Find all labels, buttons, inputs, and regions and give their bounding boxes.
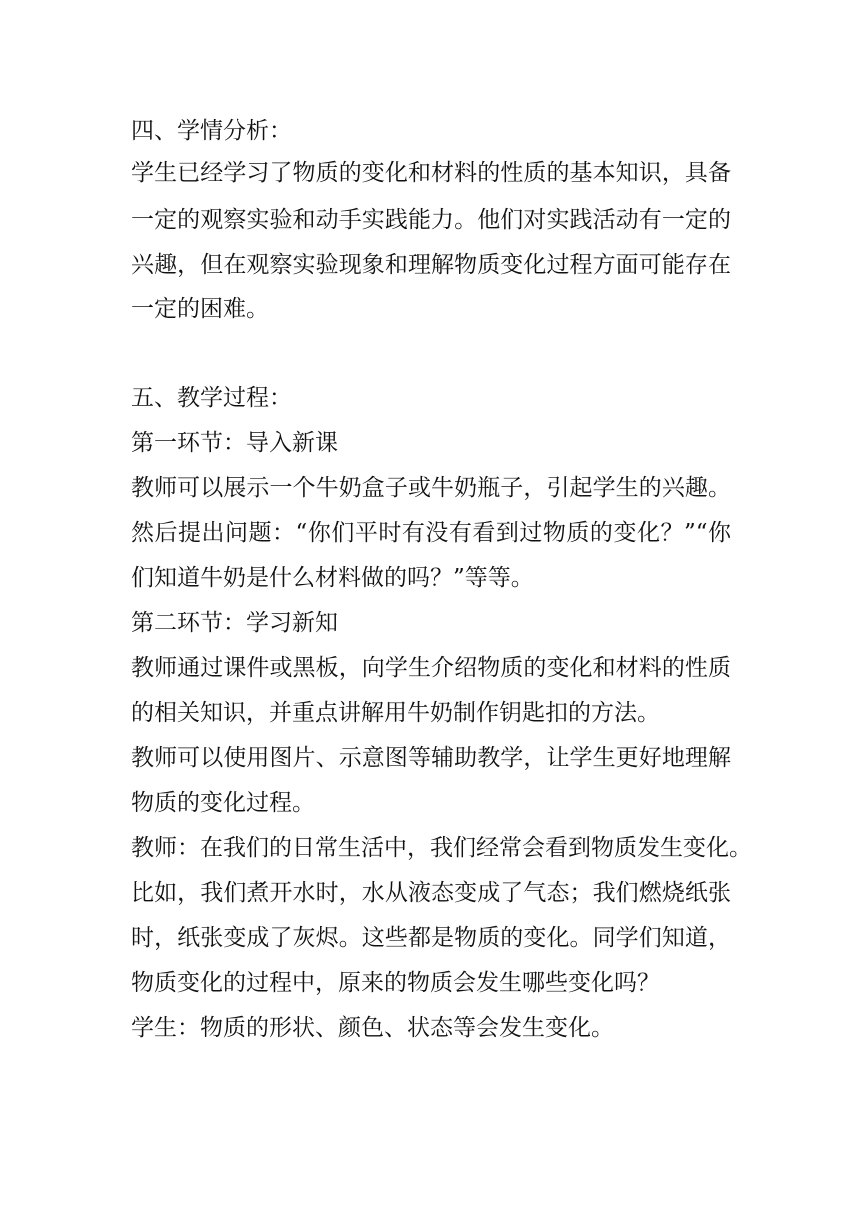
step-2-line-8: 物质变化的过程中，原来的物质会发生哪些变化吗？ xyxy=(131,970,660,996)
section-4-line-1: 学生已经学习了物质的变化和材料的性质的基本知识，具备 xyxy=(131,160,731,186)
step-1-line-1: 教师可以展示一个牛奶盒子或牛奶瓶子，引起学生的兴趣。 xyxy=(131,475,731,501)
section-4-heading: 四、学情分析： xyxy=(131,118,292,144)
step-2-title: 第二环节：学习新知 xyxy=(131,610,338,636)
step-1-line-2: 然后提出问题：“你们平时有没有看到过物质的变化？”“你 xyxy=(131,520,731,546)
step-2-line-9: 学生：物质的形状、颜色、状态等会发生变化。 xyxy=(131,1015,614,1041)
step-2-line-2: 的相关知识，并重点讲解用牛奶制作钥匙扣的方法。 xyxy=(131,700,660,726)
step-2-line-4: 物质的变化过程。 xyxy=(131,790,315,816)
step-1-line-3: 们知道牛奶是什么材料做的吗？”等等。 xyxy=(131,565,534,591)
section-4-line-2: 一定的观察实验和动手实践能力。他们对实践活动有一定的 xyxy=(131,207,731,233)
step-1-title: 第一环节：导入新课 xyxy=(131,430,338,456)
step-2-line-3: 教师可以使用图片、示意图等辅助教学，让学生更好地理解 xyxy=(131,745,731,771)
section-4-line-3: 兴趣，但在观察实验现象和理解物质变化过程方面可能存在 xyxy=(131,252,731,278)
step-2-line-1: 教师通过课件或黑板，向学生介绍物质的变化和材料的性质 xyxy=(131,655,731,681)
step-2-line-7: 时，纸张变成了灰烬。这些都是物质的变化。同学们知道， xyxy=(131,925,731,951)
section-5-heading: 五、教学过程： xyxy=(131,385,292,411)
section-4-line-4: 一定的困难。 xyxy=(131,296,269,322)
step-2-line-5: 教师：在我们的日常生活中，我们经常会看到物质发生变化。 xyxy=(131,835,752,861)
step-2-line-6: 比如，我们煮开水时，水从液态变成了气态；我们燃烧纸张 xyxy=(131,880,731,906)
